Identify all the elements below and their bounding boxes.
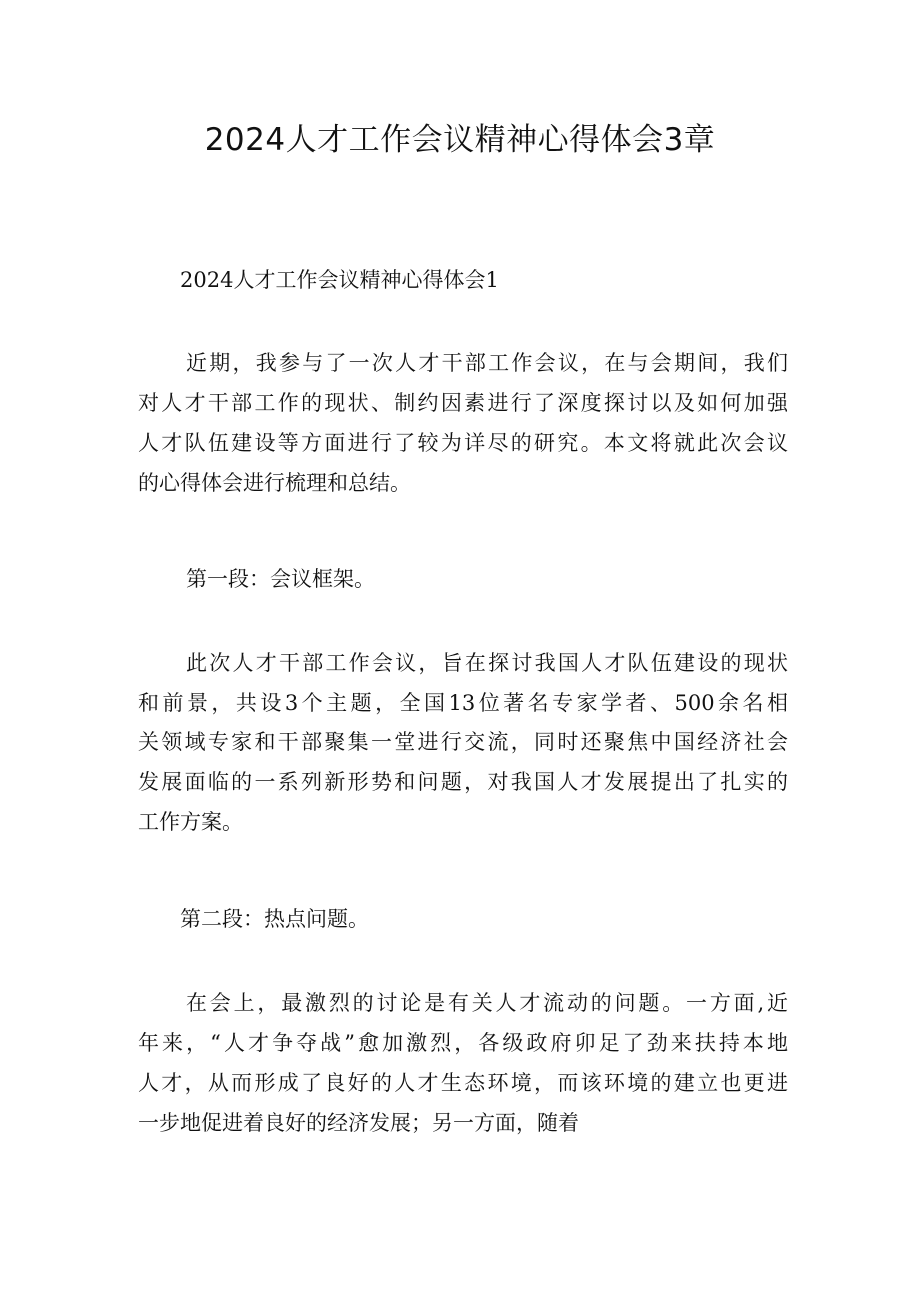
paragraph-line: 此次人才干部工作会议，旨在探讨我国人才队伍建设的现状: [186, 651, 788, 675]
paragraph-line: 近期，我参与了一次人才干部工作会议，在与会期间，我们: [186, 351, 788, 375]
chapter-heading: 2024人才工作会议精神心得体会1: [180, 268, 499, 292]
paragraph-line: 年来，“人才争夺战”愈加激烈，各级政府卯足了劲来扶持本地: [138, 1031, 788, 1055]
section-heading: 第二段：热点问题。: [180, 907, 369, 931]
section-heading: 第一段：会议框架。: [186, 567, 375, 591]
paragraph-line: 发展面临的一系列新形势和问题，对我国人才发展提出了扎实的: [138, 770, 788, 794]
paragraph-line: 一步地促进着良好的经济发展；另一方面，随着: [138, 1111, 579, 1135]
paragraph-line: 人才队伍建设等方面进行了较为详尽的研究。本文将就此次会议: [138, 431, 788, 455]
paragraph-line: 关领域专家和干部聚集一堂进行交流，同时还聚焦中国经济社会: [138, 730, 788, 754]
paragraph-line: 的心得体会进行梳理和总结。: [138, 471, 411, 495]
paragraph-line: 对人才干部工作的现状、制约因素进行了深度探讨以及如何加强: [138, 391, 788, 415]
paragraph-line: 工作方案。: [138, 810, 243, 834]
paragraph-line: 人才，从而形成了良好的人才生态环境，而该环境的建立也更进: [138, 1071, 788, 1095]
document-title: 2024人才工作会议精神心得体会3章: [204, 122, 716, 158]
paragraph-line: 和前景，共设3个主题，全国13位著名专家学者、500余名相: [138, 691, 788, 715]
paragraph-line: 在会上，最激烈的讨论是有关人才流动的问题。一方面,近: [186, 991, 788, 1015]
